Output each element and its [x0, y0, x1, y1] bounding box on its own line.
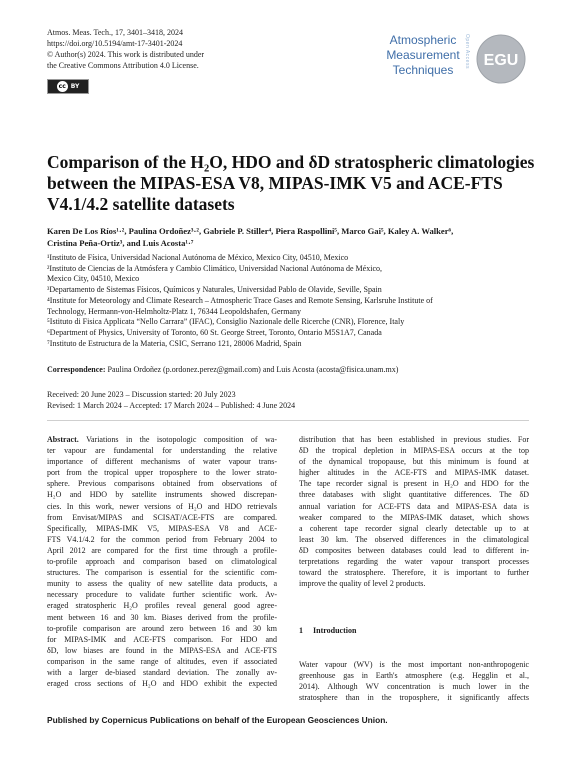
title-line: V4.1/4.2 satellite datasets — [47, 194, 235, 214]
correspondence-text: Paulina Ordoñez (p.ordonez.perez@gmail.com) and Luis Acosta (acosta@fisica.unam.mx) — [107, 365, 399, 374]
egu-logo — [475, 33, 527, 85]
abstract-line: a coherent tape recorder signal clearly detectable up to at — [299, 523, 529, 533]
journal-name-line: Techniques — [392, 63, 454, 77]
correspondence — [47, 365, 398, 374]
citation-block — [47, 27, 204, 71]
dates-line: Revised: 1 March 2024 – Accepted: 17 March 2024 – Published: 4 June 2024 — [47, 401, 296, 410]
license-link[interactable]: the Creative Commons Attribution 4.0 License. — [47, 61, 199, 70]
author-line: Cristina Peña-Ortiz³, and Luis Acosta¹·⁷ — [47, 238, 194, 248]
correspondence-label: Correspondence: — [47, 365, 106, 374]
abstract-line: terpretations regarding the water vapour transport processes — [299, 557, 529, 567]
abstract-line: higher altitudes in the ACE-FTS and MIPAS-IMK dataset. — [299, 468, 529, 478]
abstract-line: annual variation for ACE-FTS data and MIPAS-ESA data is — [299, 501, 529, 511]
abstract-line: for MIPAS-IMK and ACE-FTS comparison. For HDO and — [47, 634, 277, 644]
affiliation-list — [47, 253, 537, 349]
introduction-line: 2014). Although WV concentration is much lower in the — [299, 682, 529, 692]
abstract-line: of the dynamical tropopause, but this minimum is found at — [299, 457, 529, 467]
journal-name — [382, 33, 464, 78]
abstract-label: Abstract. — [47, 435, 79, 444]
publication-dates — [47, 389, 295, 411]
abstract-line: δD composites between databases could lead to different in- — [299, 545, 529, 555]
egu-logo-text: EGU — [483, 52, 519, 69]
dates-line: Received: 20 June 2023 – Discussion started: 20 July 2023 — [47, 390, 236, 399]
abstract-right-column — [299, 434, 529, 589]
abstract-line: port from the tropical upper troposphere to the lower strato- — [47, 468, 277, 478]
affiliation-line: Mexico City, 04510, Mexico — [47, 274, 140, 284]
abstract-line: The tape recorder signal is present in H₂O and HDO for the — [299, 479, 529, 489]
abstract-line: cies. In this work, newer versions of H₂O and HDO retrievals — [47, 501, 277, 511]
section-heading-introduction — [299, 626, 356, 635]
abstract-line: comparison in the same range of altitudes, even if associated — [47, 656, 277, 666]
abstract-line: least 30 km. The observed differences in the climatological — [299, 534, 529, 544]
author-list — [47, 225, 537, 249]
introduction-text — [299, 659, 529, 703]
abstract-line: with a larger de-biased standard deviation. The zonally av- — [47, 667, 277, 677]
abstract-line: structures. The comparison is essential for the scientific com- — [47, 568, 277, 578]
journal-name-line: Measurement — [386, 48, 460, 62]
citation-line: © Author(s) 2024. This work is distributed under — [47, 50, 205, 59]
affiliation-line: ⁷Instituto de Estructura de la Materia, CSIC, Serrano 121, 28006 Madrid, Spain — [47, 338, 302, 348]
publisher-footer: Published by Copernicus Publications on behalf of the European Geosciences Union. — [47, 715, 388, 725]
abstract-line: Specifically, MIPAS-IMK V5, MIPAS-ESA V8 and ACE- — [47, 523, 277, 533]
paper-title — [47, 152, 535, 215]
abstract-first-line: Variations in the isotopologic composition of wa- — [86, 435, 277, 444]
cc-icon: cc — [58, 83, 66, 90]
abstract-line: April 2012 are compared for the first time through a profile- — [47, 545, 277, 555]
citation-line: Atmos. Meas. Tech., 17, 3401–3418, 2024 — [47, 28, 183, 37]
author-line: Karen De Los Ríos¹·², Paulina Ordoñez³·², Gabriele P. Stiller⁴, Piera Raspollini⁵, Marco Gai⁵, Kaley A. Walker⁶, — [47, 226, 454, 236]
abstract-line: distribution that has been established in previous studies. For — [299, 435, 529, 444]
abstract-line: toward the stratosphere. Therefore, it is important to further — [299, 568, 529, 578]
abstract-line: necessary procedure to validate further scientific work. Av- — [47, 590, 277, 600]
abstract-left-column — [47, 434, 277, 689]
abstract-line: to-profile comparison are around zero between 16 and 30 km — [47, 623, 277, 633]
title-line: Comparison of the H₂O, HDO and δD stratospheric climatologies — [47, 152, 535, 172]
affiliation-line: ²Instituto de Ciencias de la Atmósfera y Cambio Climático, Universidad Nacional Autónoma de México, — [47, 263, 382, 273]
doi-link[interactable]: https://doi.org/10.5194/amt-17-3401-2024 — [47, 39, 183, 48]
abstract-line: sphere. Previous comparisons obtained from observations of — [47, 479, 277, 489]
affiliation-line: ³Departamento de Sistemas Físicos, Químicos y Naturales, Universidad Pablo de Olavide, Seville, Spain — [47, 285, 382, 295]
abstract-line: importance of different mechanisms of water vapour trans- — [47, 457, 277, 467]
affiliation-line: ⁴Institute for Meteorology and Climate Research – Atmospheric Trace Gases and Remote Sensing, Karlsruhe Institute of — [47, 295, 433, 305]
abstract-line: eraged stratospheric H₂O profiles reveal general good agree- — [47, 601, 277, 611]
abstract-line: weaker compared to the MIPAS-IMK dataset, which shows — [299, 512, 529, 522]
abstract-line: ment between 16 and 30 km. Biases derived from the profile- — [47, 612, 277, 622]
abstract-line: three databases with slight quantitative differences. The δD — [299, 490, 529, 500]
affiliation-line: ⁵Istituto di Fisica Applicata “Nello Carrara” (IFAC), Consiglio Nazionale delle Ricerche (CNR), Florence, Italy — [47, 317, 405, 327]
introduction-line: stratosphere than in the troposphere, it significantly affects — [299, 693, 529, 703]
section-title: Introduction — [313, 626, 357, 635]
abstract-line: to-profile approach and comparison based on climatological — [47, 557, 277, 567]
affiliation-line: ¹Instituto de Física, Universidad Nacional Autónoma de México, Mexico City, 04510, Mexico — [47, 253, 349, 262]
affiliation-line: ⁶Department of Physics, University of Toronto, 60 St. George Street, Toronto, Ontario M5S1A7, Canada — [47, 327, 382, 337]
abstract-line: improve the quality of level 2 products. — [299, 579, 426, 589]
divider — [47, 420, 529, 421]
abstract-line: munity to assess the quality of new satellite data products, a — [47, 579, 277, 589]
open-access-label: Open Access — [464, 34, 470, 69]
cc-by-label: BY — [70, 83, 80, 90]
abstract-line — [47, 434, 277, 445]
abstract-line: from Envisat/MIPAS and SCISAT/ACE-FTS are compared. — [47, 512, 277, 522]
introduction-line: greenhouse gas in Earth's atmosphere (e.g. Hegglin et al., — [299, 671, 529, 681]
title-line: between the MIPAS-ESA V8, MIPAS-IMK V5 and ACE-FTS — [47, 173, 503, 193]
abstract-line: ter vapour are fundamental for understanding the relative — [47, 446, 277, 456]
abstract-line: eraged cross sections of H₂O and HDO exhibit the expected — [47, 679, 277, 689]
affiliation-line: Technology, Hermann-von-Helmholtz-Platz 1, 76344 Leopoldshafen, Germany — [47, 306, 301, 316]
section-number: 1 — [299, 626, 303, 635]
abstract-line: δD, low biases are found in the MIPAS-ESA and ACE-FTS — [47, 645, 277, 655]
abstract-line: δD the tropical depletion in MIPAS-ESA occurs at the top — [299, 446, 529, 456]
abstract-line: FTS V4.1/4.2 for the common period from February 2004 to — [47, 534, 277, 544]
abstract-line: H₂O and HDO by satellite instruments showed discrepan- — [47, 490, 277, 500]
cc-by-badge[interactable] — [47, 79, 89, 94]
journal-name-line: Atmospheric — [389, 33, 457, 47]
introduction-line: Water vapour (WV) is the most important non-anthropogenic — [299, 660, 529, 669]
